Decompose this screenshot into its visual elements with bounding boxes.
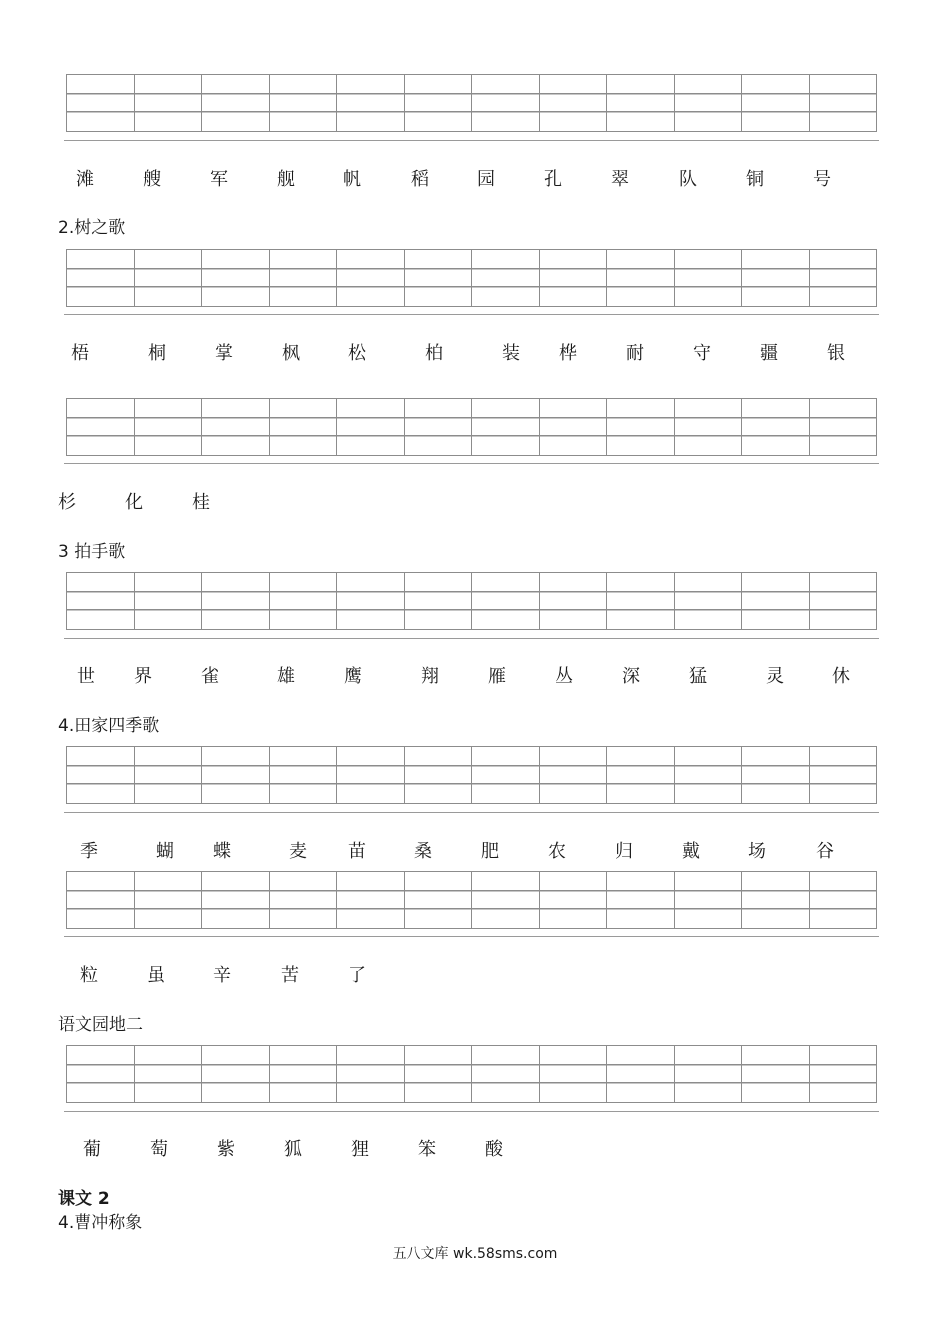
character: 装 (502, 343, 520, 364)
writing-grid (66, 871, 877, 929)
character: 军 (210, 169, 228, 190)
character: 铜 (746, 169, 764, 190)
character: 桂 (192, 492, 210, 513)
lesson-heading: 3 拍手歌 (58, 542, 126, 562)
character: 萄 (150, 1139, 168, 1160)
character: 葡 (83, 1139, 101, 1160)
character: 酸 (485, 1139, 503, 1160)
character: 鹰 (344, 666, 362, 687)
writing-grid (66, 746, 877, 804)
character-row (0, 489, 950, 517)
character: 守 (693, 343, 711, 364)
character: 耐 (626, 343, 644, 364)
character: 雄 (277, 666, 295, 687)
character: 世 (77, 666, 95, 687)
character: 孔 (544, 169, 562, 190)
character: 季 (80, 841, 98, 862)
character: 雁 (488, 666, 506, 687)
character: 狸 (351, 1139, 369, 1160)
character: 梧 (71, 343, 89, 364)
writing-grid (66, 249, 877, 307)
character: 苗 (348, 841, 366, 862)
character: 艘 (143, 169, 161, 190)
character-row (0, 166, 950, 194)
character: 戴 (682, 841, 700, 862)
character: 号 (813, 169, 831, 190)
character: 了 (348, 965, 366, 986)
character: 丛 (555, 666, 573, 687)
character: 粒 (80, 965, 98, 986)
page-footer: 五八文库 wk.58sms.com (392, 1246, 558, 1262)
character: 麦 (289, 841, 307, 862)
lesson-heading: 4.曹冲称象 (58, 1213, 143, 1233)
character-row (0, 838, 950, 866)
character: 化 (125, 492, 143, 513)
character: 银 (827, 343, 845, 364)
character: 帆 (343, 169, 361, 190)
character-row (0, 663, 950, 691)
character: 苦 (281, 965, 299, 986)
character: 笨 (418, 1139, 436, 1160)
divider-line (64, 1111, 879, 1112)
writing-grid (66, 1045, 877, 1103)
character: 休 (832, 666, 850, 687)
lesson-heading: 语文园地二 (58, 1015, 143, 1035)
character: 界 (134, 666, 152, 687)
character: 肥 (481, 841, 499, 862)
divider-line (64, 314, 879, 315)
character: 桐 (148, 343, 166, 364)
character: 狐 (284, 1139, 302, 1160)
character: 枫 (282, 343, 300, 364)
character: 辛 (213, 965, 231, 986)
character: 农 (548, 841, 566, 862)
character: 蝶 (213, 841, 231, 862)
character: 园 (477, 169, 495, 190)
character: 桦 (559, 343, 577, 364)
character: 翠 (611, 169, 629, 190)
unit-heading: 课文 2 (58, 1189, 110, 1209)
character: 场 (748, 841, 766, 862)
writing-grid (66, 572, 877, 630)
character: 深 (622, 666, 640, 687)
character: 猛 (689, 666, 707, 687)
character: 滩 (76, 169, 94, 190)
character: 队 (679, 169, 697, 190)
character-row (0, 962, 950, 990)
character: 杉 (58, 492, 76, 513)
character-row (0, 340, 950, 368)
divider-line (64, 812, 879, 813)
character: 灵 (766, 666, 784, 687)
character: 雀 (201, 666, 219, 687)
character: 疆 (760, 343, 778, 364)
divider-line (64, 936, 879, 937)
divider-line (64, 463, 879, 464)
character: 稻 (411, 169, 429, 190)
character: 谷 (816, 841, 834, 862)
divider-line (64, 140, 879, 141)
writing-grid (66, 74, 877, 132)
character-row (0, 1136, 950, 1164)
character: 翔 (421, 666, 439, 687)
character: 紫 (217, 1139, 235, 1160)
character: 桑 (414, 841, 432, 862)
lesson-heading: 2.树之歌 (58, 218, 126, 238)
writing-grid (66, 398, 877, 456)
character: 舰 (277, 169, 295, 190)
character: 松 (348, 343, 366, 364)
character: 虽 (147, 965, 165, 986)
character: 蝴 (156, 841, 174, 862)
character: 掌 (215, 343, 233, 364)
character: 归 (615, 841, 633, 862)
divider-line (64, 638, 879, 639)
lesson-heading: 4.田家四季歌 (58, 716, 160, 736)
character: 柏 (425, 343, 443, 364)
